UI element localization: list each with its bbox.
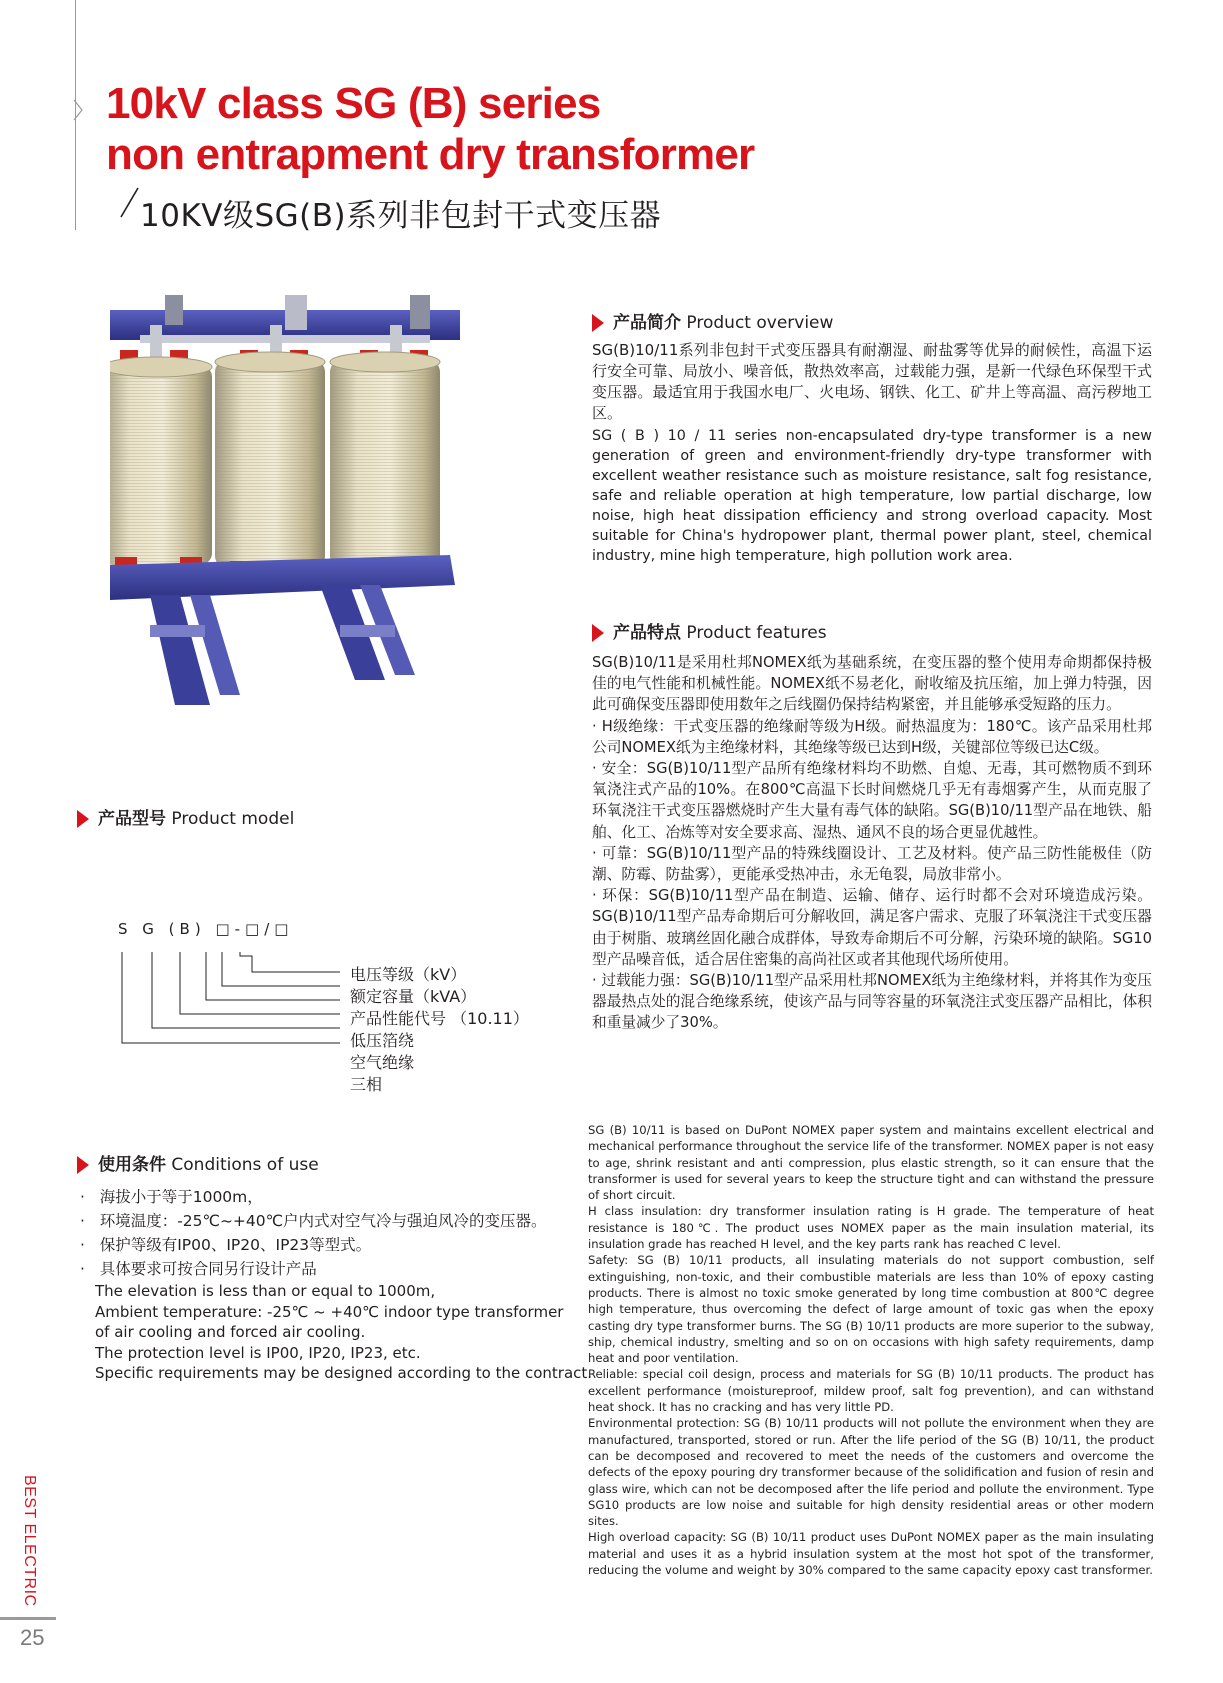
feature-en-paragraph: Environmental protection: SG (B) 10/11 products will not pollute the environment when they are manufactured, transported, stored or run. After the life period of the SG (B) 10/11, the product can be decomposed and recovered to meet the needs of the customers and overcome the defects of the epoxy pouring dry transformer because of the solidification and fusion of resin and glass wire, which can not be decomposed after the life period and pollute the environment. Type SG10 products are low noise and suitable for high density residential areas or other modern sites. — [588, 1416, 1154, 1529]
conditions-english — [95, 1281, 592, 1384]
feature-zh-paragraph: · 环保：SG(B)10/11型产品在制造、运输、储存、运行时都不会对环境造成污染。SG(B)10/11型产品寿命期后可分解收回，满足客户需求、克服了环氧浇注干式变压器由于树脂、玻璃丝固化融合成群体，导致寿命期后不可分解，污染环境的缺陷。SG10型产品噪音低，适合居住密集的高尚社区或者其他现代场所使用。 — [592, 887, 1152, 968]
feature-en-paragraph: High overload capacity: SG (B) 10/11 product uses DuPont NOMEX paper as the main insulating material and uses it as a hybrid insulation system at the most hot spot of the transformer, reducing the volume and weight by 30% compared to the same capacity epoxy cast transformer. — [588, 1530, 1154, 1578]
features-zh-body — [592, 652, 1152, 1034]
model-label-foil: 低压箔绕 — [350, 1031, 415, 1050]
features-heading-zh: 产品特点 — [613, 623, 681, 643]
condition-text: 环境温度：-25℃~+40℃户内式对空气冷与强迫风冷的变压器。 — [99, 1212, 547, 1230]
conditions-heading-en: Conditions of use — [171, 1155, 319, 1175]
page-number-rule — [0, 1617, 56, 1620]
model-label-air: 空气绝缘 — [350, 1053, 415, 1072]
feature-en-paragraph: Reliable: special coil design, process and materials for SG (B) 10/11 products. The product has excellent performance (moistureproof, mildew proof, salt fog prevention), and can withstand heat shock. It has no cracking and has very little PD. — [588, 1367, 1154, 1415]
features-heading — [592, 618, 827, 643]
condition-en-line: The elevation is less than or equal to 1000m, — [95, 1282, 436, 1300]
condition-en-line: Ambient temperature: -25℃ ~ +40℃ indoor type transformer — [95, 1302, 564, 1321]
conditions-heading-zh: 使用条件 — [98, 1155, 166, 1175]
feature-zh-paragraph: · 可靠：SG(B)10/11型产品的特殊线圈设计、工艺及材料。使产品三防性能极佳（防潮、防霉、防盐雾），更能承受热冲击，永无龟裂，局放非常小。 — [592, 844, 1152, 884]
arrow-icon — [77, 1156, 89, 1174]
subtitle-slash-icon — [118, 186, 142, 220]
arrow-icon — [592, 314, 604, 332]
feature-en-paragraph: SG (B) 10/11 is based on DuPont NOMEX paper system and maintains excellent electrical and mechanical performance throughout the service life of the transformer. NOMEX paper is not easy to age, shrink resistant and anti compression, plus elastic strength, so it can ensure that the transformer is used for several years to keep the structure tight and can withstand the pressure of short circuit. — [588, 1123, 1154, 1203]
feature-en-paragraph: H class insulation: dry transformer insulation rating is H grade. The temperature of heat resistance is 180℃. The product uses NOMEX paper as the main insulation material, its insulation grade has reached H level, and the key parts rank has reached C level. — [588, 1204, 1154, 1252]
condition-text: 保护等级有IP00、IP20、IP23等型式。 — [99, 1236, 372, 1254]
model-label-performance: 产品性能代号 （10.11） — [350, 1009, 529, 1028]
title-line-2: non entrapment dry transformer — [106, 130, 755, 179]
arrow-icon — [77, 810, 89, 828]
overview-zh: SG(B)10/11系列非包封干式变压器具有耐潮湿、耐盐雾等优异的耐候性，高温下运行安全可靠、局放小、噪音低，散热效率高，过载能力强，是新一代绿色环保型干式变压器。最适宜用于我国水电厂、火电场、钢铁、化工、矿井上等高温、高污秽地工区。 — [592, 341, 1152, 422]
condition-item: · 环境温度：-25℃~+40℃户内式对空气冷与强迫风冷的变压器。 — [80, 1212, 547, 1230]
page-title — [106, 78, 754, 180]
model-heading-zh: 产品型号 — [98, 809, 166, 829]
condition-en-line: Specific requirements may be designed according to the contract. — [95, 1364, 593, 1382]
feature-zh-paragraph: · 过载能力强：SG(B)10/11型产品采用杜邦NOMEX纸为主绝缘材料，并将其作为变压器最热点处的混合绝缘系统，使该产品与同等容量的环氧浇注式变压器产品相比，体积和重量减少了30%。 — [592, 972, 1152, 1032]
model-code: S G (B) □-□/□ — [118, 920, 294, 938]
brand-vertical-text: BEST ELECTRIC — [21, 1475, 38, 1607]
condition-en-line: of air cooling and forced air cooling. — [95, 1323, 366, 1341]
condition-item: · 海拔小于等于1000m， — [80, 1188, 263, 1206]
arrow-icon — [592, 624, 604, 642]
overview-body — [592, 340, 1152, 566]
condition-en-line: The protection level is IP00, IP20, IP23, etc. — [95, 1343, 421, 1362]
page-number: 25 — [20, 1625, 45, 1650]
conditions-heading — [77, 1150, 319, 1175]
overview-en: SG ( B ) 10 / 11 series non-encapsulated dry-type transformer is a new generation of green and environment-friendly dry-type transformer with excellent weather resistance such as moisture resistance, salt fog resistance, safe and reliable operation at high temperature, low partial discharge, low noise, high heat dissipation efficiency and strong overload capacity. Most suitable for China's hydropower plant, thermal power plant, steel, chemical industry, mine high temperature, high pollution work area. — [592, 428, 1152, 564]
condition-text: 具体要求可按合同另行设计产品 — [99, 1260, 317, 1278]
model-label-phase: 三相 — [350, 1075, 383, 1094]
feature-zh-paragraph: SG(B)10/11是采用杜邦NOMEX纸为基础系统，在变压器的整个使用寿命期都保持极佳的电气性能和机械性能。NOMEX纸不易老化，耐收缩及抗压缩，加上弹力特强，因此可确保变压器即使用数年之后线圈仍保持结构紧密，并且能够承受短路的压力。 — [592, 654, 1152, 714]
features-en-body — [588, 1122, 1154, 1578]
transformer-photo — [110, 295, 520, 765]
title-line-1: 10kV class SG (B) series — [106, 79, 601, 128]
condition-item: · 具体要求可按合同另行设计产品 — [80, 1260, 317, 1278]
overview-heading-zh: 产品简介 — [613, 313, 681, 333]
condition-item: · 保护等级有IP00、IP20、IP23等型式。 — [80, 1236, 372, 1254]
features-heading-en: Product features — [686, 623, 827, 643]
feature-zh-paragraph: · H级绝缘：干式变压器的绝缘耐等级为H级。耐热温度为：180℃。该产品采用杜邦公司NOMEX纸为主绝缘材料，其绝缘等级已达到H级，关键部位等级已达C级。 — [592, 717, 1152, 756]
overview-heading — [592, 308, 833, 333]
model-heading-en: Product model — [171, 809, 295, 829]
model-label-voltage: 电压等级（kV） — [350, 965, 467, 984]
model-label-capacity: 额定容量（kVA） — [350, 987, 477, 1006]
model-leader-lines — [110, 928, 350, 1078]
condition-text: 海拔小于等于1000m， — [99, 1188, 263, 1206]
feature-zh-paragraph: · 安全：SG(B)10/11型产品所有绝缘材料均不助燃、自熄、无毒，其可燃物质不到环氧浇注式产品的10%。在800℃高温下长时间燃烧几乎无有毒烟雾产生，从而克服了环氧浇注干式变压器燃烧时产生大量有毒气体的缺陷。SG(B)10/11型产品在地铁、船舶、化工、冶炼等对安全要求高、湿热、通风不良的场合更显优越性。 — [592, 760, 1152, 841]
overview-heading-en: Product overview — [686, 313, 834, 333]
header-chevron-icon — [72, 98, 84, 122]
model-heading — [77, 804, 294, 829]
feature-en-paragraph: Safety: SG (B) 10/11 products, all insulating materials do not support combustion, self extinguishing, non-toxic, and their combustible materials are less than 10% of epoxy casting products. There is almost no toxic smoke generated by long time combustion at 800℃ degree high temperature, thus overcoming the defect of large amount of toxic gas when the epoxy casting dry type transformer burns. The SG (B) 10/11 products are more superior to the subway, ship, chemical industry, smelting and so on on occasions with high safety requirements, damp heat and poor ventilation. — [588, 1253, 1154, 1366]
page-subtitle: 10KV级SG(B)系列非包封干式变压器 — [140, 198, 662, 234]
